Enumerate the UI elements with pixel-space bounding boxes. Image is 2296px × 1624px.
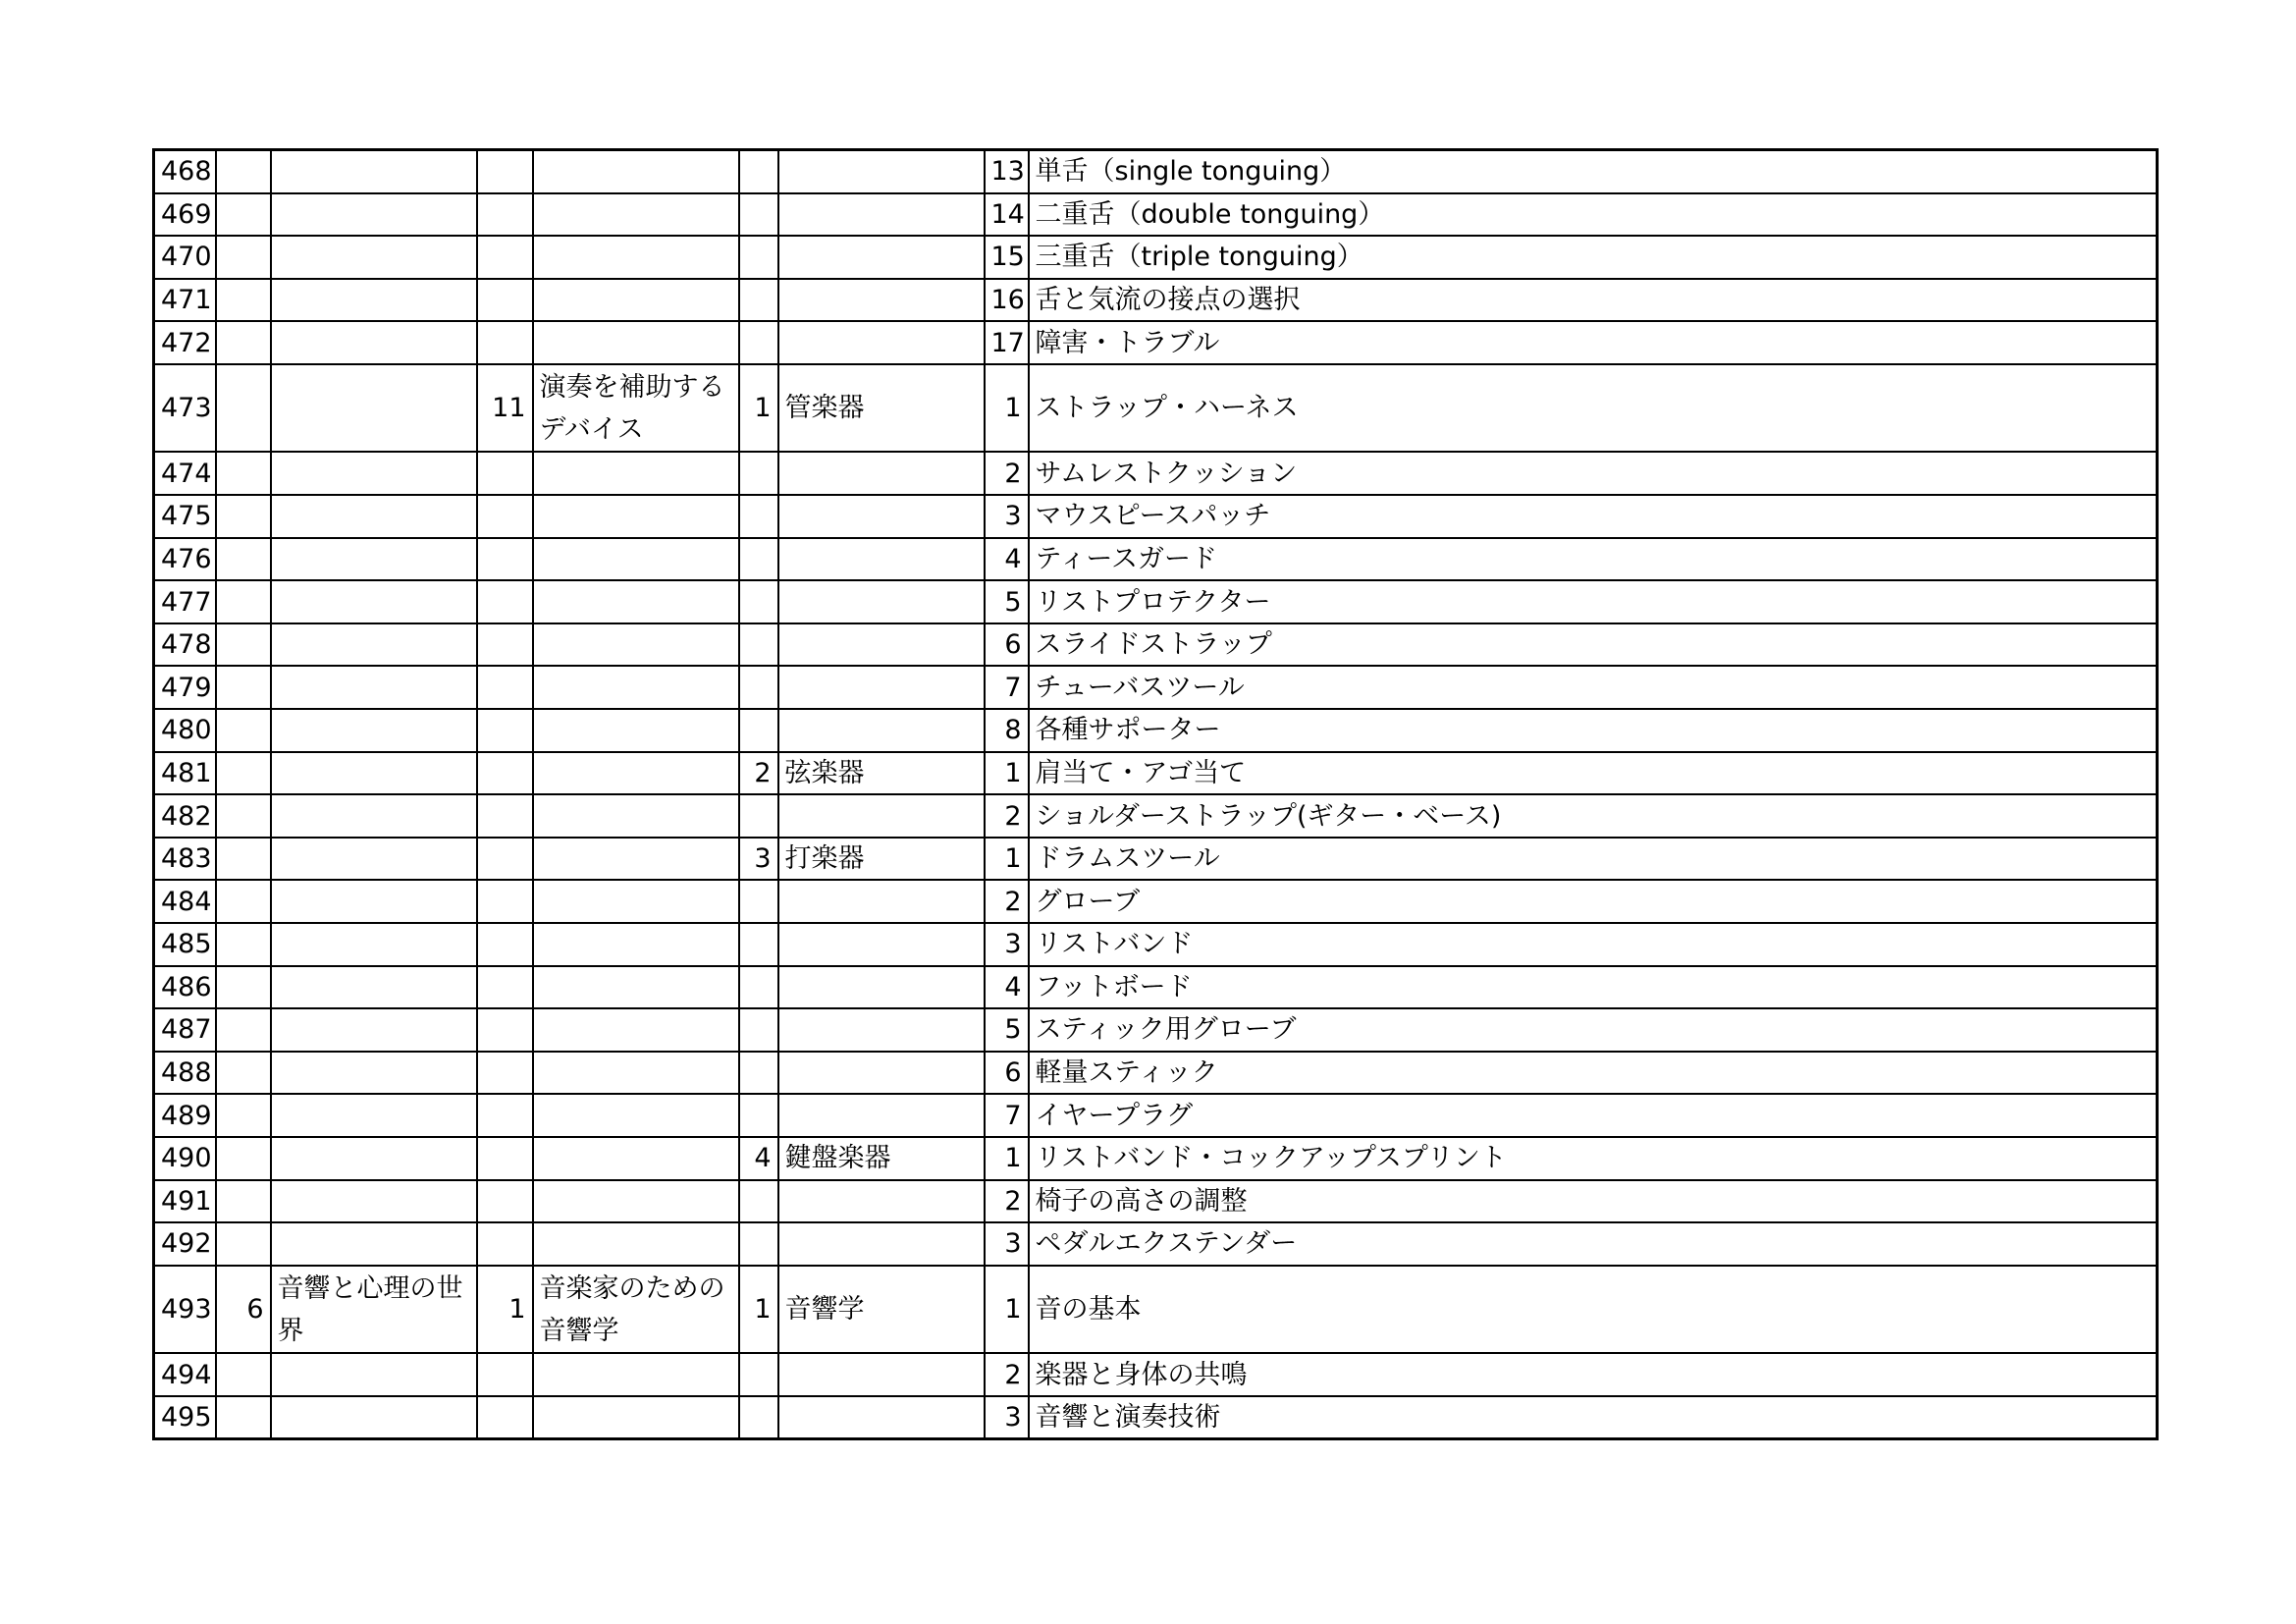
section-number-cell [739,495,778,538]
item-number-cell: 16 [985,279,1029,322]
section-title-cell [778,666,985,709]
row-number-cell: 468 [154,150,216,193]
item-number-cell: 3 [985,495,1029,538]
chapter-title-cell [533,321,739,364]
chapter-title-cell [533,1396,739,1439]
item-number-cell: 2 [985,1180,1029,1223]
row-number-cell: 474 [154,452,216,495]
table-row [154,1137,2158,1180]
part-number-cell [216,709,271,752]
item-title-cell: ティースガード [1029,538,2158,581]
table-row [154,236,2158,279]
item-title-cell: サムレストクッション [1029,452,2158,495]
part-title-cell [271,364,477,453]
item-number-cell: 3 [985,923,1029,966]
item-title-cell: リストバンド [1029,923,2158,966]
chapter-number-cell [477,580,533,623]
section-title-cell [778,623,985,667]
item-number-cell: 2 [985,452,1029,495]
section-number-cell [739,880,778,923]
table-row [154,838,2158,881]
item-title-cell: グローブ [1029,880,2158,923]
section-title-cell [778,880,985,923]
section-number-cell [739,666,778,709]
table-row [154,193,2158,237]
section-number-cell [739,709,778,752]
part-number-cell [216,452,271,495]
row-number-cell: 493 [154,1266,216,1354]
table-row [154,623,2158,667]
chapter-title-cell [533,1137,739,1180]
chapter-title-cell [533,1008,739,1052]
part-number-cell [216,923,271,966]
chapter-number-cell [477,752,533,795]
table-row [154,452,2158,495]
section-number-cell [739,538,778,581]
section-number-cell [739,1052,778,1095]
item-title-cell: ショルダーストラップ(ギター・ベース) [1029,794,2158,838]
part-number-cell [216,1353,271,1396]
chapter-title-cell [533,838,739,881]
item-title-cell: マウスピースパッチ [1029,495,2158,538]
part-number-cell [216,236,271,279]
part-title-cell [271,1222,477,1266]
part-number-cell: 6 [216,1266,271,1354]
chapter-number-cell [477,1180,533,1223]
part-title-cell [271,1396,477,1439]
section-title-cell [778,321,985,364]
section-title-cell [778,452,985,495]
table-row [154,1094,2158,1137]
part-number-cell [216,495,271,538]
item-number-cell: 1 [985,838,1029,881]
table-row [154,794,2158,838]
item-number-cell: 4 [985,966,1029,1009]
section-title-cell: 打楽器 [778,838,985,881]
row-number-cell: 477 [154,580,216,623]
section-title-cell [778,1396,985,1439]
section-title-cell [778,1353,985,1396]
item-title-cell: 障害・トラブル [1029,321,2158,364]
chapter-number-cell [477,1353,533,1396]
section-number-cell [739,1094,778,1137]
part-title-cell [271,193,477,237]
item-title-cell: 軽量スティック [1029,1052,2158,1095]
item-title-cell: 音響と演奏技術 [1029,1396,2158,1439]
item-title-cell: フットボード [1029,966,2158,1009]
row-number-cell: 480 [154,709,216,752]
item-number-cell: 6 [985,623,1029,667]
chapter-title-cell [533,1222,739,1266]
row-number-cell: 481 [154,752,216,795]
part-number-cell [216,1094,271,1137]
item-title-cell: スティック用グローブ [1029,1008,2158,1052]
item-number-cell: 3 [985,1396,1029,1439]
table-row [154,1353,2158,1396]
chapter-number-cell [477,538,533,581]
section-title-cell: 弦楽器 [778,752,985,795]
chapter-number-cell [477,495,533,538]
table-row [154,880,2158,923]
chapter-title-cell [533,966,739,1009]
chapter-number-cell [477,1008,533,1052]
item-number-cell: 7 [985,666,1029,709]
chapter-number-cell [477,1052,533,1095]
row-number-cell: 495 [154,1396,216,1439]
part-title-cell [271,880,477,923]
row-number-cell: 483 [154,838,216,881]
chapter-number-cell [477,150,533,193]
item-number-cell: 13 [985,150,1029,193]
table-row [154,1396,2158,1439]
part-number-cell [216,666,271,709]
chapter-title-cell [533,623,739,667]
part-title-cell [271,666,477,709]
item-title-cell: リストバンド・コックアップスプリント [1029,1137,2158,1180]
chapter-number-cell [477,452,533,495]
section-number-cell [739,580,778,623]
section-number-cell: 3 [739,838,778,881]
chapter-number-cell [477,966,533,1009]
chapter-number-cell [477,794,533,838]
row-number-cell: 471 [154,279,216,322]
section-title-cell: 鍵盤楽器 [778,1137,985,1180]
section-title-cell [778,709,985,752]
chapter-number-cell [477,1137,533,1180]
item-title-cell: ドラムスツール [1029,838,2158,881]
item-number-cell: 1 [985,1266,1029,1354]
chapter-number-cell [477,923,533,966]
part-title-cell [271,966,477,1009]
part-title-cell [271,1353,477,1396]
part-title-cell [271,321,477,364]
row-number-cell: 489 [154,1094,216,1137]
section-title-cell [778,1052,985,1095]
chapter-number-cell [477,880,533,923]
chapter-title-cell [533,150,739,193]
row-number-cell: 491 [154,1180,216,1223]
section-number-cell [739,1222,778,1266]
section-number-cell [739,1396,778,1439]
table-row [154,279,2158,322]
row-number-cell: 476 [154,538,216,581]
item-number-cell: 1 [985,1137,1029,1180]
chapter-title-cell [533,923,739,966]
row-number-cell: 470 [154,236,216,279]
section-title-cell [778,1008,985,1052]
section-title-cell [778,1222,985,1266]
part-title-cell [271,279,477,322]
section-title-cell [778,966,985,1009]
table-row [154,538,2158,581]
chapter-number-cell [477,838,533,881]
part-title-cell: 音響と心理の世界 [271,1266,477,1354]
part-title-cell [271,495,477,538]
item-title-cell: 三重舌（triple tonguing） [1029,236,2158,279]
part-number-cell [216,752,271,795]
table-row [154,666,2158,709]
item-title-cell: 舌と気流の接点の選択 [1029,279,2158,322]
item-number-cell: 5 [985,1008,1029,1052]
part-number-cell [216,880,271,923]
chapter-number-cell [477,1094,533,1137]
item-title-cell: 音の基本 [1029,1266,2158,1354]
part-number-cell [216,1222,271,1266]
item-number-cell: 2 [985,794,1029,838]
item-title-cell: 各種サポーター [1029,709,2158,752]
part-number-cell [216,1137,271,1180]
section-title-cell [778,580,985,623]
section-title-cell [778,279,985,322]
chapter-number-cell [477,709,533,752]
chapter-number-cell: 11 [477,364,533,453]
row-number-cell: 475 [154,495,216,538]
item-number-cell: 14 [985,193,1029,237]
section-title-cell [778,538,985,581]
section-number-cell [739,966,778,1009]
row-number-cell: 482 [154,794,216,838]
chapter-title-cell [533,193,739,237]
part-title-cell [271,538,477,581]
part-title-cell [271,1052,477,1095]
section-title-cell [778,150,985,193]
table-row [154,1266,2158,1354]
chapter-title-cell [533,1180,739,1223]
item-number-cell: 5 [985,580,1029,623]
chapter-title-cell: 音楽家のための音響学 [533,1266,739,1354]
section-number-cell [739,236,778,279]
chapter-number-cell [477,193,533,237]
part-number-cell [216,838,271,881]
item-title-cell: リストプロテクター [1029,580,2158,623]
chapter-title-cell [533,1052,739,1095]
section-number-cell [739,321,778,364]
outline-table-body [154,150,2158,1439]
chapter-title-cell: 演奏を補助するデバイス [533,364,739,453]
part-title-cell [271,1180,477,1223]
row-number-cell: 469 [154,193,216,237]
part-title-cell [271,1008,477,1052]
item-title-cell: 椅子の高さの調整 [1029,1180,2158,1223]
chapter-title-cell [533,794,739,838]
item-title-cell: スライドストラップ [1029,623,2158,667]
chapter-title-cell [533,880,739,923]
chapter-title-cell [533,452,739,495]
section-number-cell [739,279,778,322]
part-title-cell [271,580,477,623]
part-number-cell [216,966,271,1009]
row-number-cell: 494 [154,1353,216,1396]
section-number-cell: 2 [739,752,778,795]
chapter-number-cell [477,321,533,364]
part-number-cell [216,1008,271,1052]
section-number-cell [739,1353,778,1396]
section-title-cell [778,193,985,237]
section-title-cell [778,236,985,279]
table-row [154,364,2158,453]
table-row [154,150,2158,193]
row-number-cell: 487 [154,1008,216,1052]
part-title-cell [271,752,477,795]
chapter-title-cell [533,580,739,623]
chapter-number-cell [477,1222,533,1266]
row-number-cell: 472 [154,321,216,364]
row-number-cell: 473 [154,364,216,453]
part-number-cell [216,321,271,364]
item-number-cell: 8 [985,709,1029,752]
item-number-cell: 2 [985,880,1029,923]
table-row [154,1222,2158,1266]
table-row [154,1052,2158,1095]
table-row [154,966,2158,1009]
row-number-cell: 492 [154,1222,216,1266]
part-number-cell [216,1396,271,1439]
item-number-cell: 3 [985,1222,1029,1266]
part-title-cell [271,709,477,752]
part-title-cell [271,1094,477,1137]
chapter-title-cell [533,709,739,752]
section-title-cell: 管楽器 [778,364,985,453]
row-number-cell: 486 [154,966,216,1009]
part-number-cell [216,193,271,237]
part-title-cell [271,923,477,966]
section-title-cell [778,1180,985,1223]
table-row [154,752,2158,795]
section-title-cell [778,495,985,538]
part-number-cell [216,364,271,453]
part-number-cell [216,1180,271,1223]
chapter-title-cell [533,752,739,795]
chapter-title-cell [533,538,739,581]
item-title-cell: 単舌（single tonguing） [1029,150,2158,193]
chapter-title-cell [533,666,739,709]
chapter-number-cell [477,1396,533,1439]
part-number-cell [216,150,271,193]
part-number-cell [216,794,271,838]
section-number-cell [739,193,778,237]
chapter-number-cell [477,623,533,667]
table-row [154,321,2158,364]
item-title-cell: 楽器と身体の共鳴 [1029,1353,2158,1396]
section-title-cell [778,1094,985,1137]
item-title-cell: ストラップ・ハーネス [1029,364,2158,453]
table-row [154,495,2158,538]
item-title-cell: チューバスツール [1029,666,2158,709]
item-title-cell: 二重舌（double tonguing） [1029,193,2158,237]
chapter-number-cell [477,666,533,709]
part-title-cell [271,1137,477,1180]
item-number-cell: 4 [985,538,1029,581]
chapter-title-cell [533,1353,739,1396]
item-number-cell: 6 [985,1052,1029,1095]
item-number-cell: 15 [985,236,1029,279]
part-title-cell [271,150,477,193]
part-number-cell [216,538,271,581]
section-number-cell [739,623,778,667]
part-title-cell [271,838,477,881]
section-title-cell [778,923,985,966]
part-number-cell [216,1052,271,1095]
section-number-cell [739,452,778,495]
chapter-number-cell: 1 [477,1266,533,1354]
part-title-cell [271,794,477,838]
section-number-cell [739,794,778,838]
item-title-cell: イヤープラグ [1029,1094,2158,1137]
item-number-cell: 7 [985,1094,1029,1137]
part-number-cell [216,623,271,667]
chapter-title-cell [533,236,739,279]
item-title-cell: 肩当て・アゴ当て [1029,752,2158,795]
row-number-cell: 478 [154,623,216,667]
table-row [154,1180,2158,1223]
section-title-cell: 音響学 [778,1266,985,1354]
chapter-number-cell [477,236,533,279]
part-title-cell [271,623,477,667]
section-title-cell [778,794,985,838]
section-number-cell: 4 [739,1137,778,1180]
part-number-cell [216,580,271,623]
section-number-cell [739,923,778,966]
row-number-cell: 488 [154,1052,216,1095]
row-number-cell: 485 [154,923,216,966]
chapter-title-cell [533,495,739,538]
section-number-cell [739,1180,778,1223]
row-number-cell: 479 [154,666,216,709]
section-number-cell: 1 [739,364,778,453]
table-row [154,923,2158,966]
item-number-cell: 1 [985,364,1029,453]
table-row [154,709,2158,752]
chapter-number-cell [477,279,533,322]
item-number-cell: 17 [985,321,1029,364]
item-number-cell: 1 [985,752,1029,795]
table-row [154,1008,2158,1052]
section-number-cell [739,1008,778,1052]
part-title-cell [271,236,477,279]
item-number-cell: 2 [985,1353,1029,1396]
part-number-cell [216,279,271,322]
outline-table [152,148,2159,1440]
table-row [154,580,2158,623]
section-number-cell: 1 [739,1266,778,1354]
row-number-cell: 490 [154,1137,216,1180]
row-number-cell: 484 [154,880,216,923]
chapter-title-cell [533,279,739,322]
part-title-cell [271,452,477,495]
item-title-cell: ペダルエクステンダー [1029,1222,2158,1266]
chapter-title-cell [533,1094,739,1137]
section-number-cell [739,150,778,193]
